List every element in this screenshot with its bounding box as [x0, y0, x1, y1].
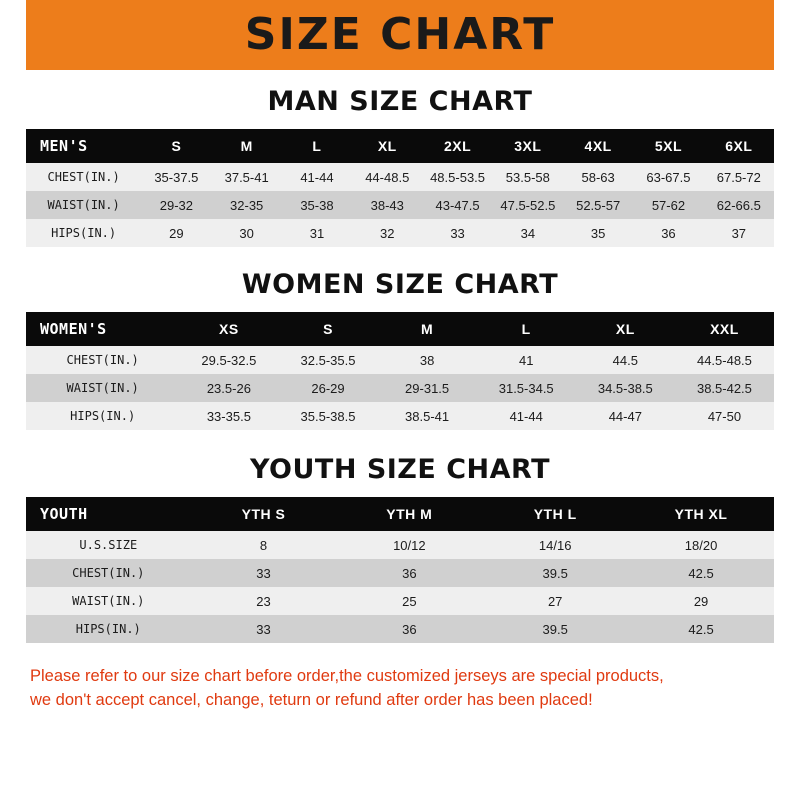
- man-chest-2xl: 48.5-53.5: [422, 163, 492, 191]
- page-title: SIZE CHART: [244, 9, 556, 60]
- youth-waist-xl: 29: [628, 587, 774, 615]
- women-waist-xl: 34.5-38.5: [576, 374, 675, 402]
- man-header-label: MEN'S: [26, 129, 141, 163]
- youth-waist-m: 25: [336, 587, 482, 615]
- man-hips-5xl: 36: [633, 219, 703, 247]
- youth-waist-l: 27: [482, 587, 628, 615]
- women-header-label: WOMEN'S: [26, 312, 179, 346]
- man-chest-5xl: 63-67.5: [633, 163, 703, 191]
- man-chest-s: 35-37.5: [141, 163, 211, 191]
- women-row-label-waist: WAIST(IN.): [26, 374, 179, 402]
- women-row-label-chest: CHEST(IN.): [26, 346, 179, 374]
- man-header-m: M: [212, 129, 282, 163]
- youth-row-label-hips: HIPS(IN.): [26, 615, 191, 643]
- footer-note-line-1: Please refer to our size chart before order,the customized jerseys are special products,: [30, 667, 664, 685]
- man-hips-l: 31: [282, 219, 352, 247]
- man-hips-s: 29: [141, 219, 211, 247]
- youth-ussize-s: 8: [191, 531, 337, 559]
- man-header-5xl: 5XL: [633, 129, 703, 163]
- table-header-row: [26, 129, 774, 163]
- women-waist-s: 26-29: [278, 374, 377, 402]
- man-waist-2xl: 43-47.5: [422, 191, 492, 219]
- man-waist-l: 35-38: [282, 191, 352, 219]
- man-waist-m: 32-35: [212, 191, 282, 219]
- women-header-xl: XL: [576, 312, 675, 346]
- youth-row-label-waist: WAIST(IN.): [26, 587, 191, 615]
- youth-row-label-chest: CHEST(IN.): [26, 559, 191, 587]
- man-chest-3xl: 53.5-58: [493, 163, 563, 191]
- man-row-label-chest: CHEST(IN.): [26, 163, 141, 191]
- women-waist-xs: 23.5-26: [179, 374, 278, 402]
- women-header-l: L: [477, 312, 576, 346]
- table-row: [26, 559, 774, 587]
- women-header-xs: XS: [179, 312, 278, 346]
- women-waist-m: 29-31.5: [378, 374, 477, 402]
- youth-hips-s: 33: [191, 615, 337, 643]
- youth-header-m: YTH M: [336, 497, 482, 531]
- youth-hips-l: 39.5: [482, 615, 628, 643]
- man-row-label-waist: WAIST(IN.): [26, 191, 141, 219]
- youth-header-s: YTH S: [191, 497, 337, 531]
- content-area: [0, 86, 800, 713]
- women-size-table: [26, 312, 774, 430]
- women-chest-xxl: 44.5-48.5: [675, 346, 774, 374]
- man-hips-6xl: 37: [704, 219, 774, 247]
- youth-ussize-xl: 18/20: [628, 531, 774, 559]
- table-header-row: [26, 312, 774, 346]
- women-header-m: M: [378, 312, 477, 346]
- man-chest-m: 37.5-41: [212, 163, 282, 191]
- header-right-spacer: [774, 0, 800, 70]
- youth-waist-s: 23: [191, 587, 337, 615]
- header-left-spacer: [0, 0, 26, 70]
- youth-row-label-ussize: U.S.SIZE: [26, 531, 191, 559]
- table-row: [26, 374, 774, 402]
- youth-chest-m: 36: [336, 559, 482, 587]
- man-waist-4xl: 52.5-57: [563, 191, 633, 219]
- youth-ussize-l: 14/16: [482, 531, 628, 559]
- women-chest-s: 32.5-35.5: [278, 346, 377, 374]
- women-row-label-hips: HIPS(IN.): [26, 402, 179, 430]
- women-waist-l: 31.5-34.5: [477, 374, 576, 402]
- man-hips-4xl: 35: [563, 219, 633, 247]
- footer-note-line-2: we don't accept cancel, change, teturn or refund after order has been placed!: [30, 690, 593, 709]
- table-row: [26, 587, 774, 615]
- header-band: [0, 0, 800, 70]
- youth-section-title: YOUTH SIZE CHART: [249, 454, 551, 485]
- man-header-xl: XL: [352, 129, 422, 163]
- footer-note: [26, 665, 774, 713]
- women-hips-l: 41-44: [477, 402, 576, 430]
- women-hips-xxl: 47-50: [675, 402, 774, 430]
- man-hips-m: 30: [212, 219, 282, 247]
- table-row: [26, 531, 774, 559]
- table-row: [26, 346, 774, 374]
- man-header-3xl: 3XL: [493, 129, 563, 163]
- man-hips-2xl: 33: [422, 219, 492, 247]
- youth-header-l: YTH L: [482, 497, 628, 531]
- man-chest-xl: 44-48.5: [352, 163, 422, 191]
- youth-hips-xl: 42.5: [628, 615, 774, 643]
- man-header-4xl: 4XL: [563, 129, 633, 163]
- man-section-title: MAN SIZE CHART: [267, 86, 533, 117]
- table-row: [26, 163, 774, 191]
- women-header-xxl: XXL: [675, 312, 774, 346]
- man-header-6xl: 6XL: [704, 129, 774, 163]
- youth-chest-xl: 42.5: [628, 559, 774, 587]
- women-hips-s: 35.5-38.5: [278, 402, 377, 430]
- man-waist-6xl: 62-66.5: [704, 191, 774, 219]
- women-chest-l: 41: [477, 346, 576, 374]
- man-header-l: L: [282, 129, 352, 163]
- women-header-s: S: [278, 312, 377, 346]
- youth-header-label: YOUTH: [26, 497, 191, 531]
- women-chest-xl: 44.5: [576, 346, 675, 374]
- youth-chest-s: 33: [191, 559, 337, 587]
- youth-header-xl: YTH XL: [628, 497, 774, 531]
- man-header-2xl: 2XL: [422, 129, 492, 163]
- youth-size-table: [26, 497, 774, 643]
- man-waist-xl: 38-43: [352, 191, 422, 219]
- man-header-s: S: [141, 129, 211, 163]
- man-chest-l: 41-44: [282, 163, 352, 191]
- man-chest-6xl: 67.5-72: [704, 163, 774, 191]
- women-hips-m: 38.5-41: [378, 402, 477, 430]
- women-hips-xs: 33-35.5: [179, 402, 278, 430]
- youth-chest-l: 39.5: [482, 559, 628, 587]
- man-hips-xl: 32: [352, 219, 422, 247]
- women-hips-xl: 44-47: [576, 402, 675, 430]
- table-row: [26, 219, 774, 247]
- youth-ussize-m: 10/12: [336, 531, 482, 559]
- women-chest-xs: 29.5-32.5: [179, 346, 278, 374]
- table-row: [26, 402, 774, 430]
- man-hips-3xl: 34: [493, 219, 563, 247]
- man-waist-3xl: 47.5-52.5: [493, 191, 563, 219]
- table-row: [26, 615, 774, 643]
- table-row: [26, 191, 774, 219]
- man-chest-4xl: 58-63: [563, 163, 633, 191]
- women-section-title: WOMEN SIZE CHART: [241, 269, 559, 300]
- man-waist-5xl: 57-62: [633, 191, 703, 219]
- man-waist-s: 29-32: [141, 191, 211, 219]
- youth-hips-m: 36: [336, 615, 482, 643]
- table-header-row: [26, 497, 774, 531]
- man-size-table: [26, 129, 774, 247]
- women-chest-m: 38: [378, 346, 477, 374]
- women-waist-xxl: 38.5-42.5: [675, 374, 774, 402]
- man-row-label-hips: HIPS(IN.): [26, 219, 141, 247]
